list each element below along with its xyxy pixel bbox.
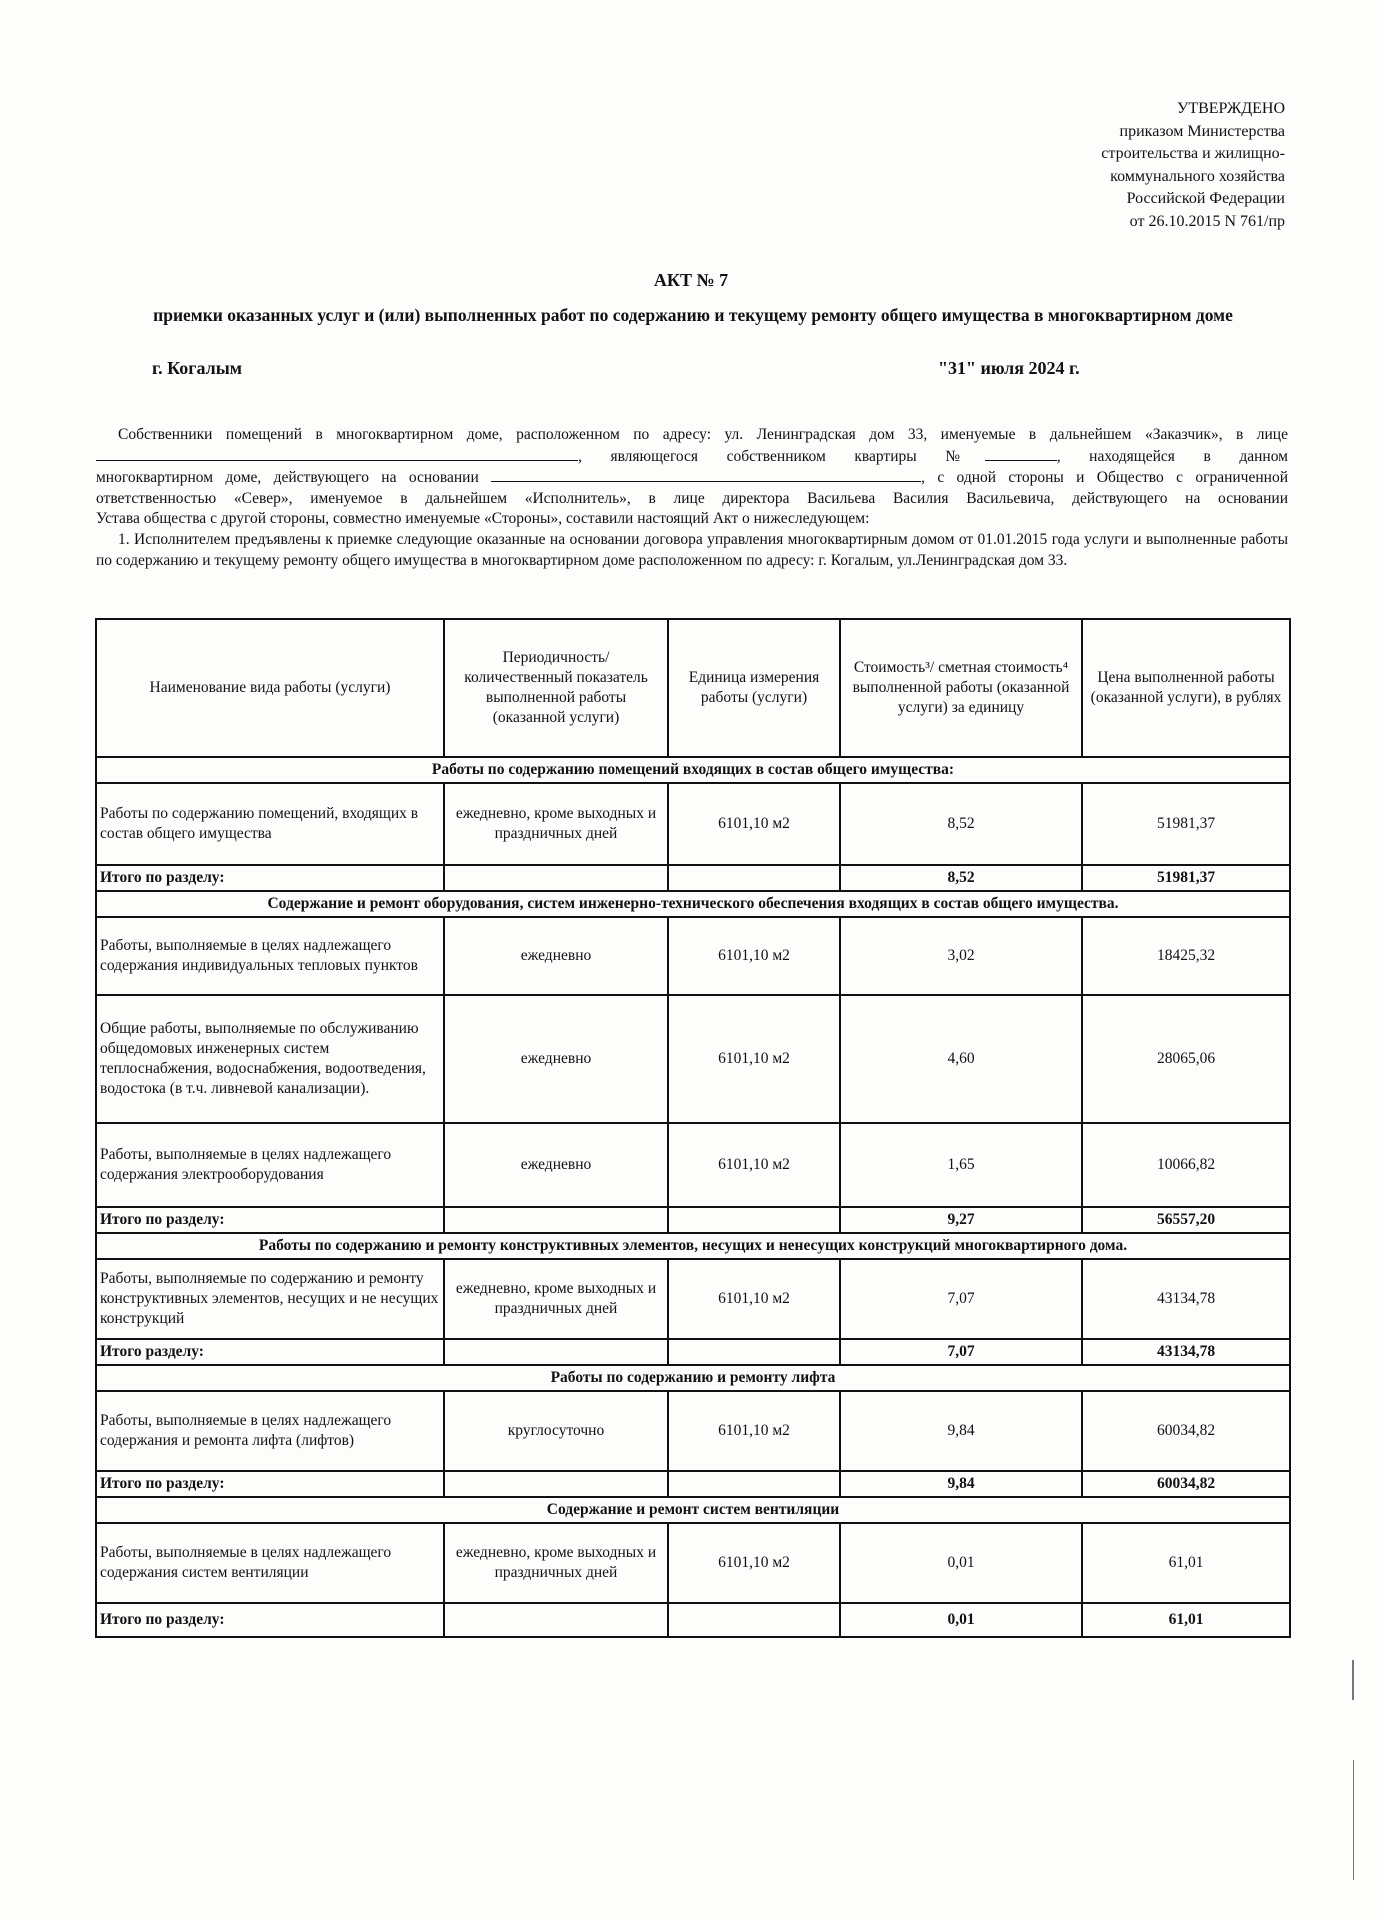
work-unit: 6101,10 м2 — [668, 917, 840, 995]
total-label: Итого по разделу: — [96, 1603, 444, 1637]
section-title: Содержание и ремонт оборудования, систем инженерно-технического обеспечения входящих в состав общего имущества. — [96, 891, 1290, 917]
empty-cell — [668, 1339, 840, 1365]
act-subtitle: приемки оказанных услуг и (или) выполненных работ по содержанию и текущему ремонту общего имущества в многоквартирном доме — [153, 305, 1233, 325]
work-period: ежедневно — [444, 1123, 668, 1207]
work-period: ежедневно — [444, 995, 668, 1123]
section-row — [96, 891, 1290, 917]
section-total-row — [96, 865, 1290, 891]
work-period: ежедневно — [444, 917, 668, 995]
scan-artifact — [1353, 1760, 1354, 1880]
total-cost: 9,27 — [840, 1207, 1082, 1233]
work-price: 10066,82 — [1082, 1123, 1290, 1207]
section-row — [96, 757, 1290, 783]
total-label: Итого по разделу: — [96, 865, 444, 891]
intro-line: Собственники помещений в многоквартирном доме, расположенном по адресу: ул. Ленинградская дом 33, именуемые в дальнейшем «Заказчик», в лице — [118, 426, 1288, 443]
empty-cell — [444, 865, 668, 891]
section-total-row — [96, 1603, 1290, 1637]
empty-cell — [668, 1207, 840, 1233]
work-unit: 6101,10 м2 — [668, 1391, 840, 1471]
work-period: ежедневно, кроме выходных и праздничных дней — [444, 783, 668, 865]
total-label: Итого разделу: — [96, 1339, 444, 1365]
total-price: 60034,82 — [1082, 1471, 1290, 1497]
act-title: АКТ № 7 — [653, 270, 729, 290]
work-period: круглосуточно — [444, 1391, 668, 1471]
blank-field — [96, 446, 578, 461]
work-period: ежедневно, кроме выходных и праздничных дней — [444, 1259, 668, 1339]
empty-cell — [444, 1603, 668, 1637]
header-cell: Единица измерения работы (услуги) — [668, 619, 840, 757]
intro-line — [96, 446, 1288, 468]
section-row — [96, 1233, 1290, 1259]
work-price: 51981,37 — [1082, 783, 1290, 865]
section-row — [96, 1365, 1290, 1391]
work-price: 61,01 — [1082, 1523, 1290, 1603]
work-cost: 3,02 — [840, 917, 1082, 995]
work-unit: 6101,10 м2 — [668, 1523, 840, 1603]
header-cell: Периодичность/ количественный показатель выполненной работы (оказанной услуги) — [444, 619, 668, 757]
section-title: Работы по содержанию и ремонту лифта — [96, 1365, 1290, 1391]
work-price: 18425,32 — [1082, 917, 1290, 995]
total-label: Итого по разделу: — [96, 1471, 444, 1497]
table-row — [96, 917, 1290, 995]
approval-stamp-block — [1101, 98, 1285, 233]
work-name: Работы, выполняемые в целях надлежащего содержания электрооборудования — [96, 1123, 444, 1207]
approval-line: УТВЕРЖДЕНО — [1176, 100, 1285, 117]
work-cost: 1,65 — [840, 1123, 1082, 1207]
total-cost: 0,01 — [840, 1603, 1082, 1637]
work-price: 43134,78 — [1082, 1259, 1290, 1339]
empty-cell — [444, 1207, 668, 1233]
section-total-row — [96, 1339, 1290, 1365]
total-cost: 7,07 — [840, 1339, 1082, 1365]
total-price: 56557,20 — [1082, 1207, 1290, 1233]
intro-paragraph — [96, 425, 1288, 571]
section-title: Работы по содержанию помещений входящих в состав общего имущества: — [96, 757, 1290, 783]
scan-artifact — [1352, 1660, 1354, 1700]
table-row — [96, 1123, 1290, 1207]
section-row — [96, 1497, 1290, 1523]
work-name: Работы, выполняемые в целях надлежащего содержания индивидуальных тепловых пунктов — [96, 917, 444, 995]
section-total-row — [96, 1207, 1290, 1233]
intro-line: Устава общества с другой стороны, совместно именуемые «Стороны», составили настоящий Акт о нижеследующем: — [96, 510, 870, 528]
services-table — [95, 618, 1291, 1638]
total-cost: 8,52 — [840, 865, 1082, 891]
section-total-row — [96, 1471, 1290, 1497]
work-cost: 8,52 — [840, 783, 1082, 865]
work-cost: 4,60 — [840, 995, 1082, 1123]
intro-line — [96, 467, 1288, 489]
approval-line: приказом Министерства — [1119, 122, 1285, 140]
intro-line: ответственностью «Север», именуемое в дальнейшем «Исполнитель», в лице директора Васильева Василия Васильевича, действующего на основании — [96, 489, 1288, 507]
work-unit: 6101,10 м2 — [668, 783, 840, 865]
section-title: Содержание и ремонт систем вентиляции — [96, 1497, 1290, 1523]
table-row — [96, 995, 1290, 1123]
total-label: Итого по разделу: — [96, 1207, 444, 1233]
work-cost: 7,07 — [840, 1259, 1082, 1339]
blank-field — [491, 467, 921, 482]
table-row — [96, 1259, 1290, 1339]
empty-cell — [668, 1603, 840, 1637]
work-unit: 6101,10 м2 — [668, 995, 840, 1123]
work-name: Работы, выполняемые в целях надлежащего содержания и ремонта лифта (лифтов) — [96, 1391, 444, 1471]
total-price: 51981,37 — [1082, 865, 1290, 891]
table-row — [96, 1523, 1290, 1603]
empty-cell — [668, 865, 840, 891]
total-price: 43134,78 — [1082, 1339, 1290, 1365]
work-name: Работы по содержанию помещений, входящих в состав общего имущества — [96, 783, 444, 865]
intro-text: многоквартирном доме, действующего на основании — [96, 469, 479, 487]
work-period: ежедневно, кроме выходных и праздничных дней — [444, 1523, 668, 1603]
intro-text: , являющегося собственником квартиры № — [578, 447, 985, 465]
work-unit: 6101,10 м2 — [668, 1123, 840, 1207]
work-cost: 9,84 — [840, 1391, 1082, 1471]
work-price: 60034,82 — [1082, 1391, 1290, 1471]
work-price: 28065,06 — [1082, 995, 1290, 1123]
work-unit: 6101,10 м2 — [668, 1259, 840, 1339]
empty-cell — [444, 1471, 668, 1497]
header-cell: Наименование вида работы (услуги) — [96, 619, 444, 757]
approval-line: Российской Федерации — [1126, 190, 1285, 207]
total-cost: 9,84 — [840, 1471, 1082, 1497]
table-header-row — [96, 619, 1290, 757]
work-name: Работы, выполняемые по содержанию и ремонту конструктивных элементов, несущих и не несущих конструкций — [96, 1259, 444, 1339]
approval-line: строительства и жилищно- — [1101, 145, 1285, 162]
header-cell: Цена выполненной работы (оказанной услуги), в рублях — [1082, 619, 1290, 757]
table-row — [96, 783, 1290, 865]
intro-clause-1: 1. Исполнителем предъявлены к приемке следующие оказанные на основании договора управления многоквартирным домом от 01.01.2015 года услуги и выполненные работы по содержанию и текущему ремонту общего имущества в многоквартирном доме расположенном по адресу: г. Когалым, ул.Ленинградская дом 33. — [96, 530, 1288, 569]
empty-cell — [668, 1471, 840, 1497]
table-row — [96, 1391, 1290, 1471]
work-name: Общие работы, выполняемые по обслуживанию общедомовых инженерных систем теплоснабжения, водоснабжения, водоотведения, водостока (в т.ч. ливневой канализации). — [96, 995, 444, 1123]
act-city: г. Когалым — [152, 358, 243, 378]
blank-field — [985, 446, 1057, 461]
intro-text: , с одной стороны и Обществo с ограниченной — [921, 469, 1288, 487]
intro-text: , находящейся в данном — [1056, 447, 1288, 465]
work-cost: 0,01 — [840, 1523, 1082, 1603]
section-title: Работы по содержанию и ремонту конструктивных элементов, несущих и ненесущих конструкций многоквартирного дома. — [96, 1233, 1290, 1259]
work-name: Работы, выполняемые в целях надлежащего содержания систем вентиляции — [96, 1523, 444, 1603]
header-cell: Стоимость³/ сметная стоимость⁴ выполненной работы (оказанной услуги) за единицу — [840, 619, 1082, 757]
total-price: 61,01 — [1082, 1603, 1290, 1637]
approval-line: коммунального хозяйства — [1110, 167, 1285, 185]
approval-line: от 26.10.2015 N 761/пр — [1129, 212, 1285, 230]
act-date: "31" июля 2024 г. — [938, 358, 1080, 378]
empty-cell — [444, 1339, 668, 1365]
